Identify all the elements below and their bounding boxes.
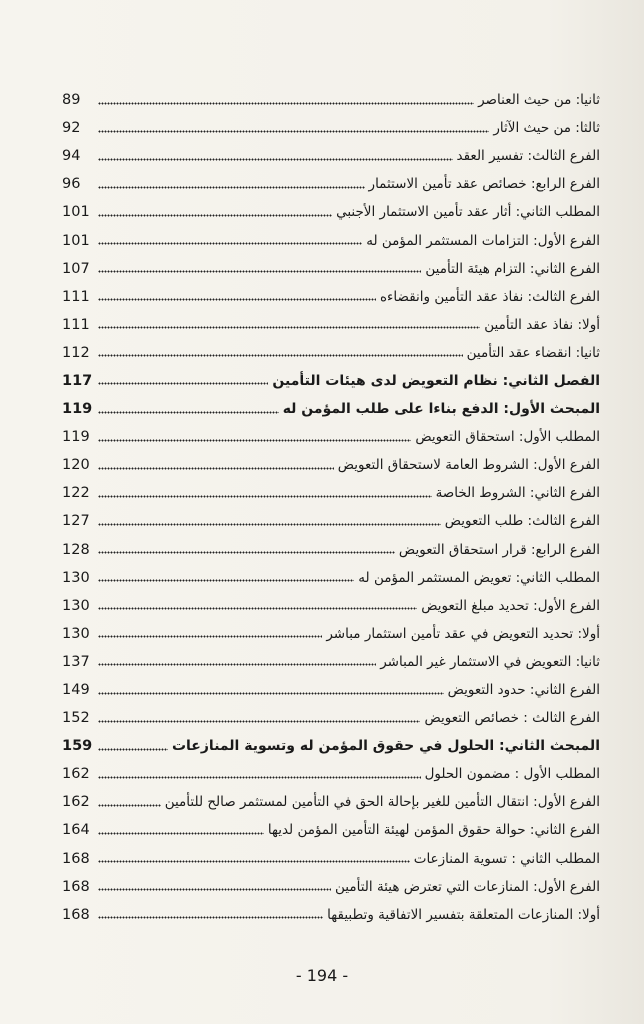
toc-page-number: 96 bbox=[62, 176, 81, 193]
toc-entry bbox=[62, 479, 600, 507]
toc-title: ثالثا: من حيث الآثار bbox=[493, 120, 600, 137]
toc-title: الفرع الأول: تحديد مبلغ التعويض bbox=[421, 597, 600, 614]
toc-leader-dots bbox=[98, 886, 331, 894]
toc-page-number: 92 bbox=[62, 120, 81, 137]
toc-page-number: 101 bbox=[62, 204, 90, 221]
toc-entry bbox=[62, 198, 600, 226]
toc-title: الفرع الثاني: حدود التعويض bbox=[447, 682, 600, 699]
toc-page-number: 89 bbox=[62, 92, 81, 109]
toc-entry bbox=[62, 536, 600, 564]
toc-leader-dots bbox=[98, 268, 421, 276]
toc-title: الفرع الأول: الشروط العامة لاستحقاق التعويض bbox=[337, 457, 600, 474]
toc-title: الفرع الثاني: حوالة حقوق المؤمن لهيئة التأمين المؤمن لديها bbox=[267, 822, 600, 839]
toc-entry bbox=[62, 339, 600, 367]
toc-title: المطلب الثاني: أثار عقد تأمين الاستثمار الأجنبي bbox=[336, 204, 600, 221]
toc-leader-dots bbox=[98, 549, 395, 557]
toc-title: المبحث الأول: الدفع بناءا على طلب المؤمن له bbox=[282, 401, 600, 418]
toc-entry bbox=[62, 86, 600, 114]
toc-leader-dots bbox=[98, 408, 279, 416]
toc-title: المطلب الثاني : تسوية المنازعات bbox=[413, 850, 600, 867]
toc-title: المطلب الأول : مضمون الحلول bbox=[424, 766, 600, 783]
toc-title: الفصل الثاني: نظام التعويض لدى هيئات التأمين bbox=[272, 372, 600, 389]
toc-title: الفرع الأول: المنازعات التي تعترض هيئة التأمين bbox=[335, 878, 600, 895]
toc-page-number: 168 bbox=[62, 878, 90, 895]
toc-title: أولا: المنازعات المتعلقة بتفسير الاتفاقية وتطبيقها bbox=[327, 906, 600, 923]
toc-page-number: 159 bbox=[62, 738, 93, 755]
toc-entry bbox=[62, 845, 600, 873]
toc-entry bbox=[62, 648, 600, 676]
toc-leader-dots bbox=[98, 240, 362, 248]
toc-leader-dots bbox=[98, 127, 489, 135]
toc-entry bbox=[62, 564, 600, 592]
toc-entry bbox=[62, 451, 600, 479]
toc-page-number: 101 bbox=[62, 232, 90, 249]
toc-entry bbox=[62, 423, 600, 451]
toc-leader-dots bbox=[98, 436, 411, 444]
toc-page-number: 94 bbox=[62, 148, 81, 165]
toc-title: المطلب الأول: استحقاق التعويض bbox=[415, 429, 600, 446]
toc-entry bbox=[62, 311, 600, 339]
toc-title: الفرع الأول: التزامات المستثمر المؤمن له bbox=[366, 232, 600, 249]
toc-entry bbox=[62, 760, 600, 788]
toc-title: الفرع الثاني: التزام هيئة التأمين bbox=[425, 260, 600, 277]
toc-entry bbox=[62, 901, 600, 929]
toc-title: الفرع الرابع: قرار استحقاق التعويض bbox=[398, 541, 600, 558]
toc-page-number: 162 bbox=[62, 766, 90, 783]
toc-page-number: 164 bbox=[62, 822, 90, 839]
toc-entry bbox=[62, 507, 600, 535]
toc-page-number: 112 bbox=[62, 344, 90, 361]
toc-entry bbox=[62, 676, 600, 704]
toc-leader-dots bbox=[98, 577, 354, 585]
toc-leader-dots bbox=[98, 464, 334, 472]
toc-leader-dots bbox=[98, 155, 453, 163]
toc-leader-dots bbox=[98, 858, 410, 866]
toc-title: الفرع الرابع: خصائص عقد تأمين الاستثمار bbox=[368, 176, 600, 193]
toc-entry bbox=[62, 788, 600, 816]
toc-entry bbox=[62, 873, 600, 901]
toc-page-number: 168 bbox=[62, 906, 90, 923]
toc-title: ثانيا: انقضاء عقد التأمين bbox=[466, 344, 600, 361]
toc-leader-dots bbox=[98, 829, 264, 837]
toc-leader-dots bbox=[98, 773, 421, 781]
toc-page-number: 137 bbox=[62, 653, 90, 670]
toc-leader-dots bbox=[98, 324, 480, 332]
toc-page-number: 111 bbox=[62, 288, 90, 305]
toc-page-number: 130 bbox=[62, 569, 90, 586]
toc-page-number: 122 bbox=[62, 485, 90, 502]
toc-leader-dots bbox=[98, 717, 420, 725]
toc-page-number: 111 bbox=[62, 316, 90, 333]
toc-page-number: 149 bbox=[62, 682, 90, 699]
toc-leader-dots bbox=[98, 183, 365, 191]
toc-entry bbox=[62, 283, 600, 311]
toc-leader-dots bbox=[98, 633, 322, 641]
toc-page-number: 107 bbox=[62, 260, 90, 277]
toc-leader-dots bbox=[98, 745, 168, 753]
toc-page-number: 168 bbox=[62, 850, 90, 867]
toc-entry bbox=[62, 114, 600, 142]
toc-entry bbox=[62, 592, 600, 620]
toc-title: ثانيا: من حيث العناصر bbox=[478, 92, 600, 109]
toc-title: المبحث الثاني: الحلول في حقوق المؤمن له وتسوية المنازعات bbox=[171, 738, 600, 755]
toc-leader-dots bbox=[98, 352, 463, 360]
toc-leader-dots bbox=[98, 605, 417, 613]
toc-page-number: 162 bbox=[62, 794, 90, 811]
toc-leader-dots bbox=[98, 99, 474, 107]
page-number: - 194 - bbox=[295, 966, 349, 985]
toc-leader-dots bbox=[98, 492, 432, 500]
toc-title: أولا: تحديد التعويض في عقد تأمين استثمار مباشر bbox=[326, 625, 600, 642]
toc-page-number: 127 bbox=[62, 513, 90, 530]
toc-leader-dots bbox=[98, 801, 161, 809]
toc-entry bbox=[62, 367, 600, 395]
toc-title: الفرع الثاني: الشروط الخاصة bbox=[435, 485, 600, 502]
toc-entry bbox=[62, 620, 600, 648]
toc-page-number: 130 bbox=[62, 597, 90, 614]
toc-entry bbox=[62, 395, 600, 423]
toc-title: الفرع الثالث : خصائص التعويض bbox=[424, 710, 600, 727]
toc-entry bbox=[62, 170, 600, 198]
toc-leader-dots bbox=[98, 520, 441, 528]
toc-entry bbox=[62, 732, 600, 760]
toc-leader-dots bbox=[98, 296, 376, 304]
toc-entry bbox=[62, 255, 600, 283]
toc-title: الفرع الثالث: طلب التعويض bbox=[444, 513, 600, 530]
toc-page-number: 120 bbox=[62, 457, 90, 474]
toc-page-number: 152 bbox=[62, 710, 90, 727]
toc-page-number: 119 bbox=[62, 429, 90, 446]
toc-leader-dots bbox=[98, 380, 268, 388]
toc-leader-dots bbox=[98, 661, 376, 669]
toc-title: الفرع الثالث: نفاذ عقد التأمين وانقضاءه bbox=[379, 288, 600, 305]
toc-page-number: 119 bbox=[62, 401, 93, 418]
toc-entry bbox=[62, 226, 600, 254]
toc-page-number: 128 bbox=[62, 541, 90, 558]
toc-title: المطلب الثاني: تعويض المستثمر المؤمن له bbox=[358, 569, 600, 586]
toc-title: الفرع الأول: انتقال التأمين للغير بإحالة الحق في التأمين لمستثمر صالح للتأمين bbox=[164, 794, 600, 811]
toc-leader-dots bbox=[98, 914, 323, 922]
toc-entry bbox=[62, 704, 600, 732]
toc-leader-dots bbox=[98, 689, 444, 697]
toc-page-number: 130 bbox=[62, 625, 90, 642]
toc-title: أولا: نفاذ عقد التأمين bbox=[484, 316, 600, 333]
toc-entry bbox=[62, 142, 600, 170]
toc-leader-dots bbox=[98, 211, 332, 219]
toc-title: الفرع الثالث: تفسير العقد bbox=[456, 148, 600, 165]
toc-entry bbox=[62, 816, 600, 844]
toc-page-number: 117 bbox=[62, 372, 93, 389]
table-of-contents bbox=[62, 86, 600, 929]
toc-title: ثانيا: التعويض في الاستثمار غير المباشر bbox=[380, 653, 600, 670]
